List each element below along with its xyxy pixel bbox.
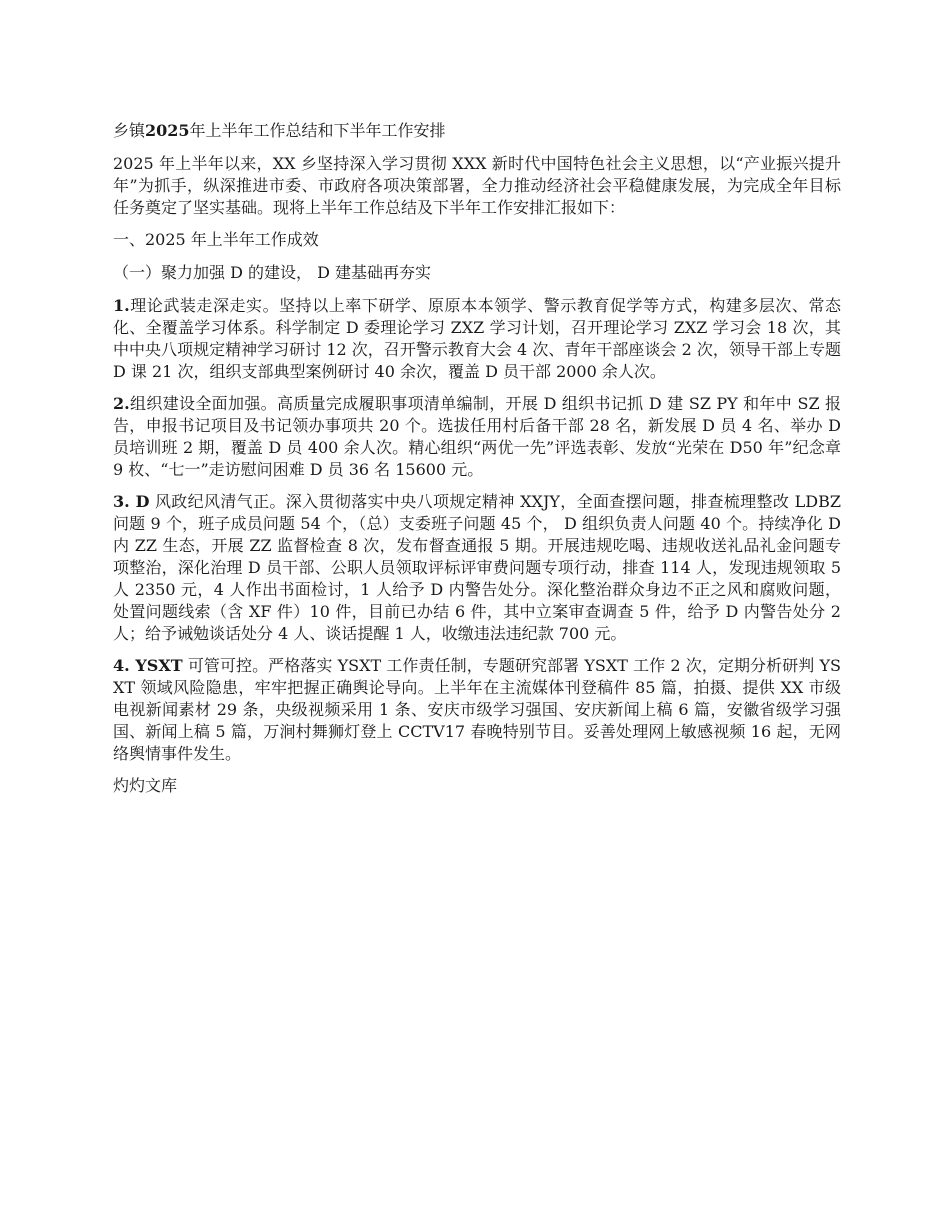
title-year: 2025	[145, 121, 190, 140]
item-text: 理论武装走深走实。坚持以上率下研学、原原本本领学、警示教育促学等方式，构建多层次、常态化、全覆盖学习体系。科学制定 D 委理论学习 ZXZ 学习计划，召开理论学习 ZXZ 学习会 18 次，其中中央八项规定精神学习研讨 12 次，召开警示教育大会 4 次、青年干部座谈会 2 次，领导干部上专题 D 课 21 次，组织支部典型案例研讨 40 余次，覆盖 D 员干部 2000 余人次。	[113, 296, 841, 381]
item-text: 可管可控。严格落实 YSXT 工作责任制，专题研究部署 YSXT 工作 2 次，定期分析研判 YSXT 领域风险隐患，牢牢把握正确舆论导向。上半年在主流媒体刊登稿件 85 篇，拍摄、提供 XX 市级电视新闻素材 29 条，央级视频采用 1 条、安庆市级学习强国、安庆新闻上稿 6 篇，安徽省级学习强国、新闻上稿 5 篇，万涧村舞狮灯登上 CCTV17 春晚特别节目。妥善处理网上敏感视频 16 起，无网络舆情事件发生。	[113, 656, 841, 763]
item-text: 风政纪风清气正。深入贯彻落实中央八项规定精神 XXJY，全面查摆问题，排查梳理整改 LDBZ 问题 9 个，班子成员问题 54 个，（总）支委班子问题 45 个， D 组织负责人问题 40 个。持续净化 D 内 ZZ 生态，开展 ZZ 监督检查 8 次，发布督查通报 5 期。开展违规吃喝、违规收送礼品礼金问题专项整治，深化治理 D 员干部、公职人员领取评标评审费问题专项行动，排查 114 人，发现违规领取 5 人 2350 元，4 人作出书面检讨，1 人给予 D 内警告处分。深化整治群众身边不正之风和腐败问题，处置问题线索（含 XF 件）10 件，目前已办结 6 件，其中立案审查调查 5 件，给予 D 内警告处分 2 人；给予诫勉谈话处分 4 人、谈话提醒 1 人，收缴违法违纪款 700 元。	[113, 492, 841, 643]
item-number: 3. D	[113, 492, 150, 511]
footer-text: 灼灼文库	[113, 776, 178, 795]
subsection-heading: （一）聚力加强 D 的建设， D 建基础再夯实	[113, 263, 432, 282]
section-heading: 一、2025 年上半年工作成效	[113, 230, 319, 249]
item-paragraph-2	[113, 393, 841, 481]
item-number: 1.	[113, 296, 130, 315]
intro-paragraph: 2025 年上半年以来，XX 乡坚持深入学习贯彻 XXX 新时代中国特色社会主义思想，以“产业振兴提升年”为抓手，纵深推进市委、市政府各项决策部署，全力推动经济社会平稳健康发展，为完成全年目标任务奠定了坚实基础。现将上半年工作总结及下半年工作安排汇报如下：	[113, 154, 841, 217]
title-prefix: 乡镇	[113, 121, 146, 140]
document-page	[113, 120, 841, 807]
item-text: 组织建设全面加强。高质量完成履职事项清单编制，开展 D 组织书记抓 D 建 SZ PY 和年中 SZ 报告，申报书记项目及书记领办事项共 20 个。选拔任用村后备干部 28 名，新发展 D 员 4 名、举办 D 员培训班 2 期，覆盖 D 员 400 余人次。精心组织“两优一先”评选表彰、发放“光荣在 D50 年”纪念章 9 枚、“七一”走访慰问困难 D 员 36 名 15600 元。	[113, 394, 841, 479]
item-number: 4. YSXT	[113, 656, 183, 675]
item-number: 2.	[113, 394, 130, 413]
title-suffix: 年上半年工作总结和下半年工作安排	[189, 121, 446, 140]
item-paragraph-4	[113, 655, 841, 765]
document-title	[113, 120, 841, 142]
item-paragraph-3	[113, 491, 841, 645]
item-paragraph-1	[113, 295, 841, 383]
